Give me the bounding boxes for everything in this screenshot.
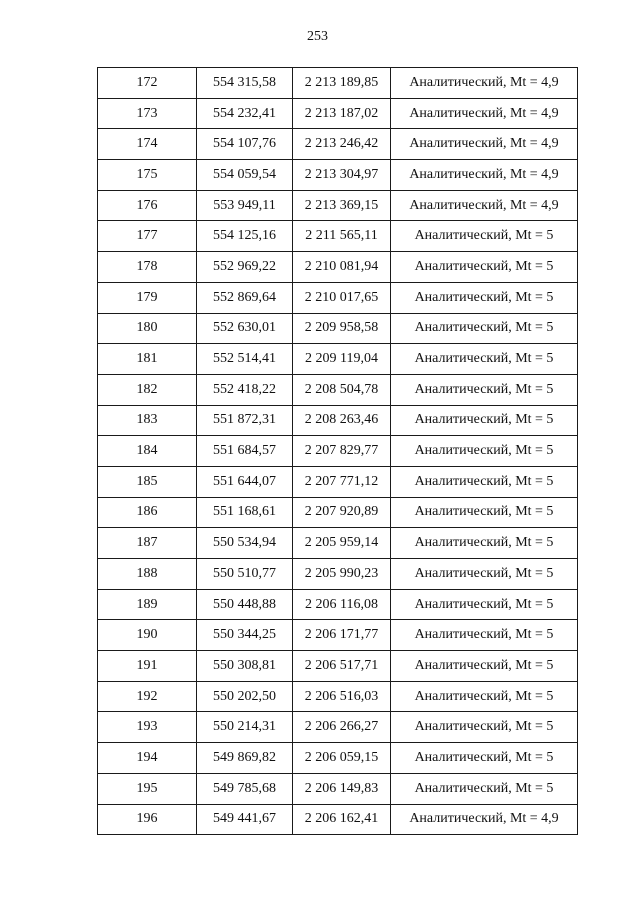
- table-row: [98, 589, 578, 620]
- table-row: [98, 436, 578, 467]
- point-number-cell: 178: [98, 252, 197, 283]
- table-row: [98, 712, 578, 743]
- x-coordinate-cell: 554 059,54: [197, 160, 293, 191]
- method-cell: Аналитический, Mt = 5: [391, 743, 578, 774]
- y-coordinate-cell: 2 208 504,78: [293, 374, 391, 405]
- point-number-cell: 186: [98, 497, 197, 528]
- x-coordinate-cell: 550 214,31: [197, 712, 293, 743]
- point-number-cell: 185: [98, 466, 197, 497]
- point-number-cell: 190: [98, 620, 197, 651]
- y-coordinate-cell: 2 205 959,14: [293, 528, 391, 559]
- method-cell: Аналитический, Mt = 4,9: [391, 129, 578, 160]
- point-number-cell: 187: [98, 528, 197, 559]
- point-number-cell: 180: [98, 313, 197, 344]
- point-number-cell: 194: [98, 743, 197, 774]
- x-coordinate-cell: 554 232,41: [197, 98, 293, 129]
- method-cell: Аналитический, Mt = 5: [391, 466, 578, 497]
- method-cell: Аналитический, Mt = 5: [391, 344, 578, 375]
- method-cell: Аналитический, Mt = 5: [391, 374, 578, 405]
- y-coordinate-cell: 2 206 171,77: [293, 620, 391, 651]
- y-coordinate-cell: 2 206 149,83: [293, 773, 391, 804]
- method-cell: Аналитический, Mt = 5: [391, 405, 578, 436]
- method-cell: Аналитический, Mt = 5: [391, 559, 578, 590]
- method-cell: Аналитический, Mt = 5: [391, 436, 578, 467]
- method-cell: Аналитический, Mt = 5: [391, 620, 578, 651]
- x-coordinate-cell: 550 510,77: [197, 559, 293, 590]
- point-number-cell: 172: [98, 68, 197, 99]
- table-row: [98, 190, 578, 221]
- y-coordinate-cell: 2 207 920,89: [293, 497, 391, 528]
- table-row: [98, 559, 578, 590]
- y-coordinate-cell: 2 206 266,27: [293, 712, 391, 743]
- method-cell: Аналитический, Mt = 5: [391, 282, 578, 313]
- method-cell: Аналитический, Mt = 5: [391, 252, 578, 283]
- table-row: [98, 743, 578, 774]
- x-coordinate-cell: 554 125,16: [197, 221, 293, 252]
- point-number-cell: 188: [98, 559, 197, 590]
- y-coordinate-cell: 2 213 187,02: [293, 98, 391, 129]
- point-number-cell: 196: [98, 804, 197, 835]
- point-number-cell: 184: [98, 436, 197, 467]
- table-row: [98, 344, 578, 375]
- y-coordinate-cell: 2 211 565,11: [293, 221, 391, 252]
- point-number-cell: 193: [98, 712, 197, 743]
- table-row: [98, 282, 578, 313]
- y-coordinate-cell: 2 206 162,41: [293, 804, 391, 835]
- table-row: [98, 252, 578, 283]
- x-coordinate-cell: 551 168,61: [197, 497, 293, 528]
- method-cell: Аналитический, Mt = 5: [391, 528, 578, 559]
- table-row: [98, 313, 578, 344]
- method-cell: Аналитический, Mt = 4,9: [391, 98, 578, 129]
- table-row: [98, 651, 578, 682]
- x-coordinate-cell: 554 315,58: [197, 68, 293, 99]
- table-row: [98, 466, 578, 497]
- y-coordinate-cell: 2 206 116,08: [293, 589, 391, 620]
- table-body: [98, 68, 578, 835]
- method-cell: Аналитический, Mt = 5: [391, 773, 578, 804]
- y-coordinate-cell: 2 213 369,15: [293, 190, 391, 221]
- x-coordinate-cell: 551 644,07: [197, 466, 293, 497]
- x-coordinate-cell: 553 949,11: [197, 190, 293, 221]
- y-coordinate-cell: 2 209 958,58: [293, 313, 391, 344]
- x-coordinate-cell: 552 630,01: [197, 313, 293, 344]
- point-number-cell: 192: [98, 681, 197, 712]
- x-coordinate-cell: 550 308,81: [197, 651, 293, 682]
- point-number-cell: 189: [98, 589, 197, 620]
- y-coordinate-cell: 2 210 081,94: [293, 252, 391, 283]
- x-coordinate-cell: 554 107,76: [197, 129, 293, 160]
- table-row: [98, 497, 578, 528]
- table-row: [98, 773, 578, 804]
- x-coordinate-cell: 550 534,94: [197, 528, 293, 559]
- method-cell: Аналитический, Mt = 5: [391, 712, 578, 743]
- page-number: 253: [307, 29, 328, 44]
- coordinates-table: [97, 67, 578, 835]
- x-coordinate-cell: 550 344,25: [197, 620, 293, 651]
- x-coordinate-cell: 550 202,50: [197, 681, 293, 712]
- method-cell: Аналитический, Mt = 5: [391, 221, 578, 252]
- table-row: [98, 374, 578, 405]
- point-number-cell: 176: [98, 190, 197, 221]
- x-coordinate-cell: 552 969,22: [197, 252, 293, 283]
- point-number-cell: 175: [98, 160, 197, 191]
- y-coordinate-cell: 2 213 189,85: [293, 68, 391, 99]
- table-row: [98, 804, 578, 835]
- y-coordinate-cell: 2 206 516,03: [293, 681, 391, 712]
- point-number-cell: 174: [98, 129, 197, 160]
- x-coordinate-cell: 551 872,31: [197, 405, 293, 436]
- table-row: [98, 528, 578, 559]
- method-cell: Аналитический, Mt = 4,9: [391, 68, 578, 99]
- y-coordinate-cell: 2 213 304,97: [293, 160, 391, 191]
- table-row: [98, 221, 578, 252]
- x-coordinate-cell: 552 514,41: [197, 344, 293, 375]
- method-cell: Аналитический, Mt = 5: [391, 651, 578, 682]
- point-number-cell: 179: [98, 282, 197, 313]
- point-number-cell: 173: [98, 98, 197, 129]
- x-coordinate-cell: 550 448,88: [197, 589, 293, 620]
- table-row: [98, 620, 578, 651]
- y-coordinate-cell: 2 206 517,71: [293, 651, 391, 682]
- point-number-cell: 182: [98, 374, 197, 405]
- method-cell: Аналитический, Mt = 4,9: [391, 160, 578, 191]
- table-row: [98, 129, 578, 160]
- method-cell: Аналитический, Mt = 5: [391, 497, 578, 528]
- x-coordinate-cell: 549 441,67: [197, 804, 293, 835]
- x-coordinate-cell: 549 785,68: [197, 773, 293, 804]
- y-coordinate-cell: 2 206 059,15: [293, 743, 391, 774]
- point-number-cell: 195: [98, 773, 197, 804]
- x-coordinate-cell: 552 418,22: [197, 374, 293, 405]
- y-coordinate-cell: 2 207 829,77: [293, 436, 391, 467]
- method-cell: Аналитический, Mt = 5: [391, 681, 578, 712]
- point-number-cell: 183: [98, 405, 197, 436]
- table-row: [98, 98, 578, 129]
- table-row: [98, 160, 578, 191]
- table-row: [98, 405, 578, 436]
- method-cell: Аналитический, Mt = 5: [391, 313, 578, 344]
- point-number-cell: 177: [98, 221, 197, 252]
- y-coordinate-cell: 2 210 017,65: [293, 282, 391, 313]
- method-cell: Аналитический, Mt = 4,9: [391, 804, 578, 835]
- point-number-cell: 181: [98, 344, 197, 375]
- table-row: [98, 681, 578, 712]
- point-number-cell: 191: [98, 651, 197, 682]
- y-coordinate-cell: 2 209 119,04: [293, 344, 391, 375]
- x-coordinate-cell: 551 684,57: [197, 436, 293, 467]
- y-coordinate-cell: 2 208 263,46: [293, 405, 391, 436]
- x-coordinate-cell: 549 869,82: [197, 743, 293, 774]
- y-coordinate-cell: 2 213 246,42: [293, 129, 391, 160]
- method-cell: Аналитический, Mt = 4,9: [391, 190, 578, 221]
- y-coordinate-cell: 2 207 771,12: [293, 466, 391, 497]
- x-coordinate-cell: 552 869,64: [197, 282, 293, 313]
- table-row: [98, 68, 578, 99]
- y-coordinate-cell: 2 205 990,23: [293, 559, 391, 590]
- method-cell: Аналитический, Mt = 5: [391, 589, 578, 620]
